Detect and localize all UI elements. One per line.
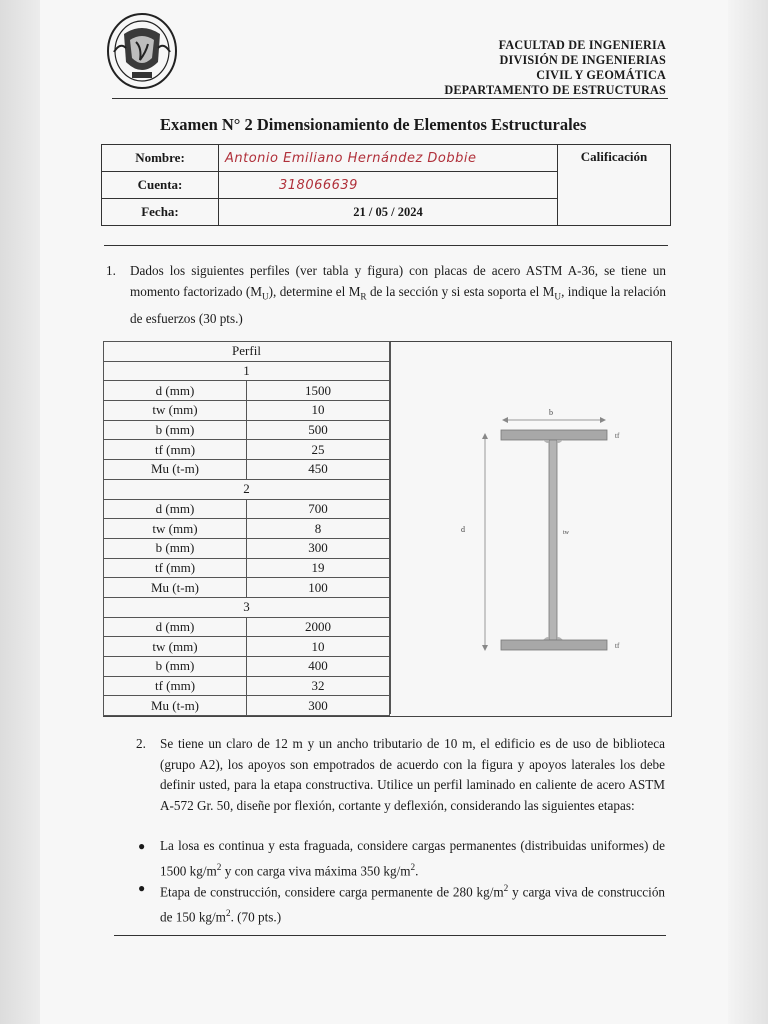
bullet1-sup-a: 2 <box>216 861 222 872</box>
fecha-value: 21 / 05 / 2024 <box>219 199 558 226</box>
table-row <box>104 420 390 440</box>
perfil-table <box>103 341 390 716</box>
q1-text-a: Dados los siguientes perfiles (ver tabla y figura) con placas de acero ASTM A-36, se tiene un momento factorizado (M <box>130 263 666 299</box>
bottom-flange <box>501 640 607 650</box>
cuenta-value <box>219 172 558 199</box>
cuenta-label: Cuenta: <box>102 172 219 199</box>
perfil-group-id: 1 <box>104 361 390 381</box>
b-label: b <box>549 408 553 417</box>
q1-sub-u2: U <box>554 291 562 302</box>
bullet2-sup-b: 2 <box>225 907 231 918</box>
perfil-param-label: d (mm) <box>104 499 247 519</box>
unam-seal-logo <box>106 12 178 90</box>
fecha-label: Fecha: <box>102 199 219 226</box>
perfil-param-label: b (mm) <box>104 538 247 558</box>
perfil-param-label: Mu (t-m) <box>104 460 247 480</box>
web <box>549 440 557 640</box>
perfil-param-value: 100 <box>247 578 390 598</box>
perfil-param-value: 300 <box>247 538 390 558</box>
table-row <box>104 558 390 578</box>
nombre-handwritten: Antonio Emiliano Hernández Dobbie <box>225 151 477 166</box>
page-edge-right <box>728 0 768 1024</box>
nombre-value <box>219 145 558 172</box>
table-row <box>104 578 390 598</box>
table-row <box>104 381 390 401</box>
perfil-group-row <box>104 597 390 617</box>
faculty-header <box>386 38 666 98</box>
q1-text-d: , indique la relación de esfuerzos (30 pts.) <box>130 284 667 326</box>
bullet1-sup-b: 2 <box>410 861 416 872</box>
table-row <box>104 657 390 677</box>
perfil-param-value: 19 <box>247 558 390 578</box>
perfil-param-label: tf (mm) <box>104 676 247 696</box>
q1-text-b: ), determine el M <box>268 284 361 299</box>
perfil-param-value: 10 <box>247 637 390 657</box>
perfil-param-value: 8 <box>247 519 390 539</box>
cuenta-handwritten: 318066639 <box>279 178 358 193</box>
table-row <box>104 499 390 519</box>
table-row <box>104 676 390 696</box>
header-line-3: CIVIL Y GEOMÁTICA <box>536 68 666 82</box>
calificacion-cell: Calificación <box>558 145 671 226</box>
bullet2-text-b: y carga viva de construcción de 150 kg/m <box>160 884 666 925</box>
tw-label: tw <box>563 530 569 536</box>
table-row <box>104 696 390 716</box>
question-2 <box>136 734 665 816</box>
question-1 <box>106 260 667 329</box>
perfil-param-label: b (mm) <box>104 420 247 440</box>
q1-text-c: de la sección y si esta soporta el M <box>366 284 555 299</box>
exam-title: Examen N° 2 Dimensionamiento de Elementos Estructurales <box>160 115 587 134</box>
bullet1-text-c: . <box>415 862 419 878</box>
perfil-group-id: 3 <box>104 597 390 617</box>
perfil-group-row <box>104 479 390 499</box>
perfil-param-value: 32 <box>247 676 390 696</box>
question-2-number: 2. <box>136 736 146 751</box>
perfil-param-label: b (mm) <box>104 657 247 677</box>
table-row <box>104 519 390 539</box>
header-rule <box>112 98 668 99</box>
section-rule <box>104 245 668 246</box>
perfil-param-value: 450 <box>247 460 390 480</box>
perfil-param-value: 400 <box>247 657 390 677</box>
i-beam-figure <box>390 342 671 714</box>
header-line-4: DEPARTAMENTO DE ESTRUCTURAS <box>444 83 666 97</box>
perfil-group-id: 2 <box>104 479 390 499</box>
bullet1-text-a: La losa es continua y esta fraguada, considere cargas permanentes (distribuidas uniformes) de 1500 kg/m <box>160 838 665 878</box>
perfil-param-value: 2000 <box>247 617 390 637</box>
perfil-param-value: 500 <box>247 420 390 440</box>
bullet-dot-2: ● <box>138 881 146 895</box>
perfil-param-label: tw (mm) <box>104 519 247 539</box>
perfil-param-value: 25 <box>247 440 390 460</box>
perfil-param-value: 1500 <box>247 381 390 401</box>
header-line-1: FACULTAD DE INGENIERIA <box>498 38 666 52</box>
footer-rule <box>114 935 666 936</box>
perfil-param-label: Mu (t-m) <box>104 578 247 598</box>
perfil-param-value: 10 <box>247 401 390 421</box>
question-1-number: 1. <box>106 263 116 278</box>
perfil-param-value: 700 <box>247 499 390 519</box>
bullet-dot-1: ● <box>138 839 146 853</box>
perfil-param-label: tf (mm) <box>104 558 247 578</box>
student-info-table <box>101 144 671 226</box>
bullet-item-1 <box>138 836 665 881</box>
bullet2-sup-a: 2 <box>503 883 509 893</box>
bullet2-text-c: . (70 pts.) <box>230 909 282 925</box>
table-row <box>104 401 390 421</box>
top-flange <box>501 430 607 440</box>
table-row <box>104 538 390 558</box>
tf-bottom-label: tf <box>615 642 620 650</box>
perfil-title-row <box>104 342 390 362</box>
nombre-label: Nombre: <box>102 145 219 172</box>
bullet-item-2 <box>138 878 666 928</box>
perfil-param-value: 300 <box>247 696 390 716</box>
d-label: d <box>461 525 465 534</box>
q1-sub-r: R <box>360 291 367 302</box>
table-row <box>104 637 390 657</box>
perfil-param-label: tw (mm) <box>104 637 247 657</box>
perfil-param-label: d (mm) <box>104 381 247 401</box>
header-line-2: DIVISIÓN DE INGENIERIAS <box>499 53 666 67</box>
bullet2-text-a: Etapa de construcción, considere carga permanente de 280 kg/m <box>160 884 504 900</box>
table-row <box>104 460 390 480</box>
tf-top-label: tf <box>615 432 620 440</box>
perfil-param-label: tf (mm) <box>104 440 247 460</box>
q2-text: Se tiene un claro de 12 m y un ancho tributario de 10 m, el edificio es de uso de biblioteca (grupo A2), los apoyos son empotrados de acuerdo con la figura y apoyos laterales los debe definir usted, para la etapa constructiva. Utilice un perfil laminado en caliente de acero ASTM A-572 Gr. 50, diseñe por flexión, cortante y deflexión, considerando las siguientes etapas: <box>160 736 665 813</box>
perfil-group-row <box>104 361 390 381</box>
i-beam-drawing <box>391 342 671 714</box>
perfil-param-label: tw (mm) <box>104 401 247 421</box>
q1-sub-u: U <box>261 291 269 302</box>
perfil-param-label: d (mm) <box>104 617 247 637</box>
perfil-param-label: Mu (t-m) <box>104 696 247 716</box>
bullet1-text-b: y con carga viva máxima 350 kg/m <box>221 862 411 878</box>
table-row <box>104 617 390 637</box>
perfil-title: Perfil <box>104 342 390 362</box>
table-row <box>104 440 390 460</box>
